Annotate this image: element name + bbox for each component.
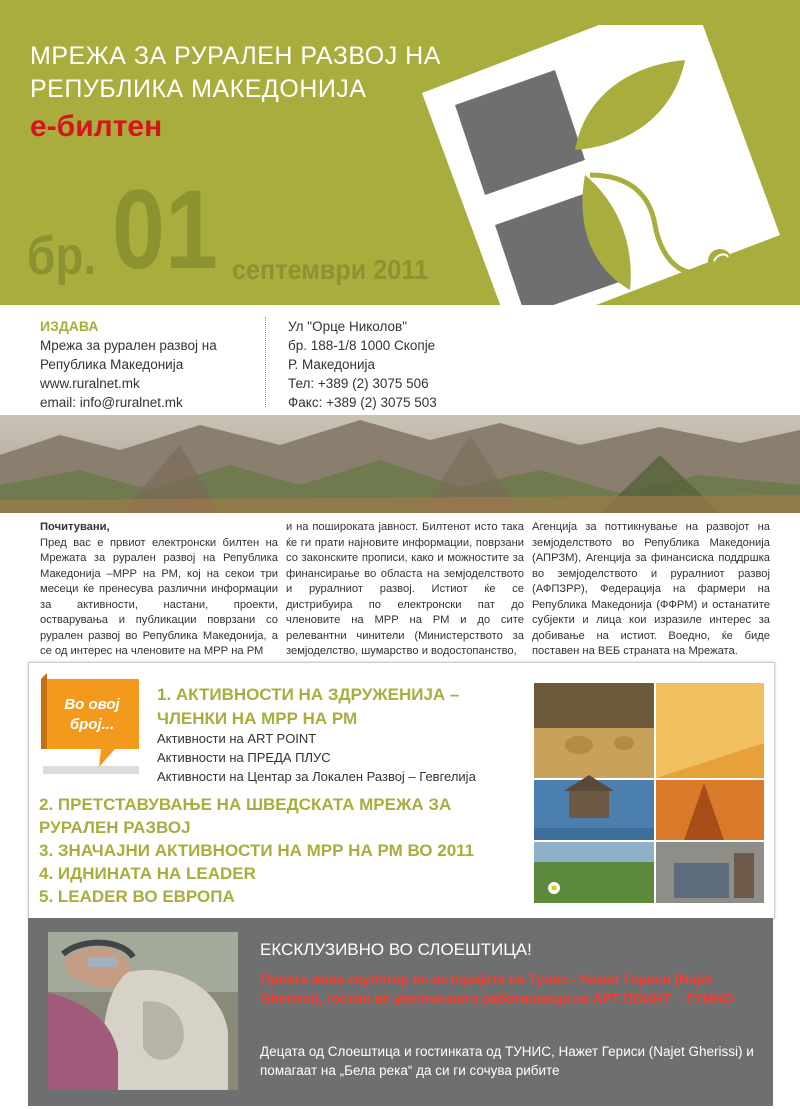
newsletter-subtitle: е-билтен [30,110,163,143]
toc-item-4[interactable]: 4. ИДНИНАТА НА LEADER [39,864,256,883]
toc-item-1-line-2: ЧЛЕНКИ НА МРР НА РМ [157,709,358,728]
landscape-photo [0,415,800,513]
exclusive-section [28,918,773,1106]
network-logo-icon [400,25,800,325]
toc-main-items [39,793,529,908]
tab-line-1: Во овој [64,696,120,713]
exclusive-title: ЕКСКЛУЗИВНО ВО СЛОЕШТИЦА! [260,940,532,959]
publisher-name-1: Мрежа за рурален развој на [40,338,217,353]
publisher-info [0,305,800,415]
letter-text-1: Пред вас е првиот електронски билтен на Мрежата за рурален развој на Република Македонија –МРР на РМ, кој на секои три месеци ќе пренесува различни информации за активности, настани, проекти, остварувања и публикации поврзани со рурален развој во Република Македонија, а се од интерес на членовите на МРР на РМ [40,536,278,657]
toc-subitems [157,729,476,786]
exclusive-text[interactable]: Децата од Слоештица и гостинката од ТУНИС, Нажет Гериси (Najet Gherissi) и помагаат на „Бела река“ да си ги сочува рибите [260,1044,754,1078]
address-line-2: бр. 188-1/8 1000 Скопје [288,338,436,353]
issue-number: 01 [112,167,218,292]
fax: Факс: +389 (2) 3075 503 [288,395,437,410]
publisher-divider [265,317,266,407]
in-this-issue-tab [37,671,147,781]
title-line-2: РЕПУБЛИКА МАКЕДОНИЈА [30,75,367,103]
tab-line-2: број... [69,716,115,733]
toc-item-1-line-1: 1. АКТИВНОСТИ НА ЗДРУЖЕНИЈА – [157,685,460,704]
toc-item-3[interactable]: 3. ЗНАЧАЈНИ АКТИВНОСТИ НА МРР НА РМ ВО 2011 [39,841,475,860]
address-line-1: Ул "Орце Николов" [288,319,408,334]
publisher-name-2: Република Македонија [40,357,184,372]
letter-col-3 [532,520,770,660]
issue-prefix: бр. [27,226,97,286]
letter-greeting: Почитувани, [40,521,110,533]
letter-text-3: Агенција за поттикнување на развојот на земјоделството во Република Македонија (АПРЗМ), Агенција за финансиска поддршка во земјоделството и руралниот развој (АФПЗРР), Федерација на фармери на Република Македонија (ФФРМ) и останатите субјекти и лица кои изразиле интерес за добивање на истиот. Воедно, ќе биде поставен на ВЕБ страната на Мрежата. [532,521,770,657]
publisher-label: ИЗДАВА [40,318,99,334]
letter-col-2 [286,520,524,660]
publisher-left [40,317,217,412]
photo-collage [534,683,764,903]
letter-text-2: и на пошироката јавност. Билтенот исто така ќе ги прати најновите информации, поврзани со законските прописи, како и можностите за финансирање во областа на земјоделството и руралниот развој. Истиот ќе се дистрибуира по електронски пат до членовите на МРР на РМ и до сите релевантни чинители (Министерството за земјоделство, шумарство и водостопанство, [286,521,524,657]
letter-col-1 [40,520,278,660]
exclusive-highlight[interactable]: Првата жена скулптор во историјата на Тунис - Нажет Гериси (Najet Gherissi), гостин во уметничката работилница на АРТ ПОИНТ – ГУМНО [260,972,734,1006]
publisher-right [288,317,437,412]
title-line-1: МРЕЖА ЗА РУРАЛЕН РАЗВОЈ НА [30,42,441,70]
toc-subitem-2[interactable]: Активности на ПРЕДА ПЛУС [157,750,331,765]
toc-subitem-3[interactable]: Активности на Центар за Локален Развој – Гевгелија [157,769,476,784]
toc-item-1[interactable] [157,683,487,731]
newsletter-title [30,40,441,106]
toc-item-2[interactable]: 2. ПРЕТСТАВУВАЊЕ НА ШВЕДСКАТА МРЕЖА ЗА РУРАЛЕН РАЗВОЈ [39,795,452,837]
address-line-3: Р. Македонија [288,357,376,372]
toc-item-5[interactable]: 5. LEADER ВО ЕВРОПА [39,887,235,906]
issue-date: септември 2011 [232,254,428,285]
sculptor-photo [48,932,238,1090]
phone: Тел: +389 (2) 3075 506 [288,376,429,391]
table-of-contents [28,662,775,919]
publisher-website[interactable]: www.ruralnet.mk [40,376,140,391]
toc-subitem-1[interactable]: Активности на ART POINT [157,731,317,746]
publisher-email[interactable]: email: info@ruralnet.mk [40,395,183,410]
